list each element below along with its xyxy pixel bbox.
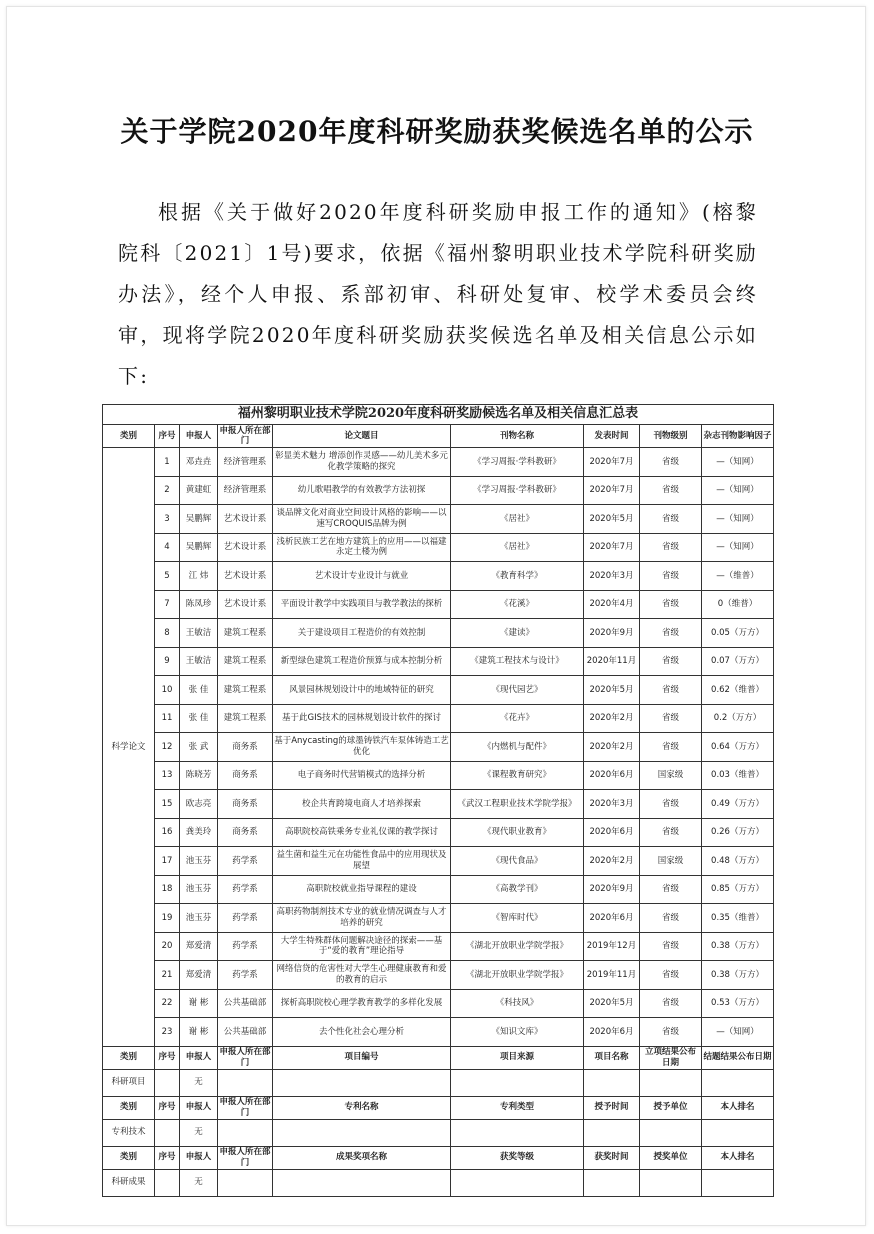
- document-title: 关于学院2020年度科研奖励获奖候选名单的公示: [120, 115, 754, 148]
- empty-cell: [702, 1069, 774, 1096]
- applicant: 池玉芬: [180, 847, 218, 876]
- journal-level: 省级: [640, 1018, 702, 1047]
- journal-level: 省级: [640, 476, 702, 505]
- empty-cell: [584, 1119, 640, 1146]
- publish-date: 2020年2月: [584, 733, 640, 762]
- applicant: 陈凤珍: [180, 590, 218, 619]
- journal-level: 省级: [640, 989, 702, 1018]
- applicant: 张 武: [180, 733, 218, 762]
- column-header: 结题结果公布日期: [702, 1046, 774, 1069]
- column-header: 序号: [155, 1096, 180, 1119]
- department: 艺术设计系: [218, 533, 273, 562]
- applicant: 黄建虹: [180, 476, 218, 505]
- serial-number: 2: [155, 476, 180, 505]
- paper-title: 谈品牌文化对商业空间设计风格的影响——以速写CROQUIS品牌为例: [273, 505, 451, 534]
- department: 药学系: [218, 847, 273, 876]
- column-header: 申报人: [180, 1146, 218, 1169]
- impact-factor: —（知网）: [702, 1018, 774, 1047]
- department: 艺术设计系: [218, 562, 273, 591]
- journal-name: 《花溪》: [451, 590, 584, 619]
- journal-level: 省级: [640, 704, 702, 733]
- publish-date: 2020年9月: [584, 875, 640, 904]
- table-row: [103, 590, 774, 619]
- table-row: [103, 448, 774, 477]
- empty-cell: [451, 1119, 584, 1146]
- serial-number: 23: [155, 1018, 180, 1047]
- achievements-row: [103, 1169, 774, 1196]
- column-header: 类别: [103, 1046, 155, 1069]
- column-header: 授奖单位: [640, 1146, 702, 1169]
- journal-name: 《现代食品》: [451, 847, 584, 876]
- empty-cell: [640, 1119, 702, 1146]
- column-header: 刊物名称: [451, 425, 584, 448]
- department: 药学系: [218, 875, 273, 904]
- table-row: [103, 961, 774, 990]
- journal-level: 省级: [640, 818, 702, 847]
- impact-factor: 0.62（维普）: [702, 676, 774, 705]
- serial-number: 1: [155, 448, 180, 477]
- department: 经济管理系: [218, 448, 273, 477]
- journal-level: 省级: [640, 961, 702, 990]
- journal-name: 《湖北开放职业学院学报》: [451, 932, 584, 961]
- paper-title: 风景园林规划设计中的地域特征的研究: [273, 676, 451, 705]
- projects-header-row: [103, 1046, 774, 1069]
- applicant: 谢 彬: [180, 989, 218, 1018]
- table-row: [103, 1018, 774, 1047]
- column-header: 本人排名: [702, 1146, 774, 1169]
- publish-date: 2020年4月: [584, 590, 640, 619]
- applicant: 王敏洁: [180, 619, 218, 648]
- table-row: [103, 847, 774, 876]
- empty-cell: [584, 1069, 640, 1096]
- column-header: 项目编号: [273, 1046, 451, 1069]
- journal-level: 省级: [640, 505, 702, 534]
- journal-name: 《湖北开放职业学院学报》: [451, 961, 584, 990]
- column-header: 成果奖项名称: [273, 1146, 451, 1169]
- department: 建筑工程系: [218, 704, 273, 733]
- serial-number: 13: [155, 761, 180, 790]
- paper-title: 新型绿色建筑工程造价预算与成本控制分析: [273, 647, 451, 676]
- impact-factor: —（知网）: [702, 476, 774, 505]
- serial-number: 22: [155, 989, 180, 1018]
- publish-date: 2020年5月: [584, 989, 640, 1018]
- paper-title: 平面设计教学中实践项目与教学教法的探析: [273, 590, 451, 619]
- journal-name: 《居社》: [451, 533, 584, 562]
- applicant: 陈晓芳: [180, 761, 218, 790]
- table-row: [103, 676, 774, 705]
- journal-level: 省级: [640, 590, 702, 619]
- journal-level: 国家级: [640, 761, 702, 790]
- journal-level: 省级: [640, 904, 702, 933]
- table-row: [103, 619, 774, 648]
- table-row: [103, 818, 774, 847]
- journal-name: 《科技风》: [451, 989, 584, 1018]
- impact-factor: 0（维普）: [702, 590, 774, 619]
- column-header: 项目名称: [584, 1046, 640, 1069]
- paper-title: 电子商务时代营销模式的选择分析: [273, 761, 451, 790]
- serial-number: 16: [155, 818, 180, 847]
- empty-cell: [584, 1169, 640, 1196]
- empty-cell: [218, 1169, 273, 1196]
- applicant: 无: [180, 1169, 218, 1196]
- journal-level: 省级: [640, 875, 702, 904]
- table-row: [103, 704, 774, 733]
- publish-date: 2020年5月: [584, 676, 640, 705]
- journal-name: 《建筑工程技术与设计》: [451, 647, 584, 676]
- paper-title: 基于此GIS技术的园林规划设计软件的探讨: [273, 704, 451, 733]
- journal-name: 《内燃机与配件》: [451, 733, 584, 762]
- journal-name: 《现代职业教育》: [451, 818, 584, 847]
- department: 建筑工程系: [218, 619, 273, 648]
- projects-row: [103, 1069, 774, 1096]
- applicant: 张 佳: [180, 676, 218, 705]
- department: 药学系: [218, 932, 273, 961]
- applicant: 龚美玲: [180, 818, 218, 847]
- publish-date: 2020年6月: [584, 1018, 640, 1047]
- serial-number: 8: [155, 619, 180, 648]
- journal-level: 省级: [640, 619, 702, 648]
- serial-number: 9: [155, 647, 180, 676]
- applicant: 无: [180, 1069, 218, 1096]
- publish-date: 2020年6月: [584, 818, 640, 847]
- column-header: 获奖等级: [451, 1146, 584, 1169]
- applicant: 谢 彬: [180, 1018, 218, 1047]
- serial-number: 18: [155, 875, 180, 904]
- column-header: 类别: [103, 425, 155, 448]
- table-row: [103, 505, 774, 534]
- empty-cell: [702, 1119, 774, 1146]
- publish-date: 2020年3月: [584, 790, 640, 819]
- column-header: 序号: [155, 1146, 180, 1169]
- journal-level: 省级: [640, 932, 702, 961]
- journal-name: 《高教学刊》: [451, 875, 584, 904]
- applicant: 张 佳: [180, 704, 218, 733]
- column-header: 序号: [155, 1046, 180, 1069]
- impact-factor: —（维普）: [702, 562, 774, 591]
- column-header: 发表时间: [584, 425, 640, 448]
- empty-cell: [218, 1119, 273, 1146]
- impact-factor: —（知网）: [702, 533, 774, 562]
- paper-title: 益生菌和益生元在功能性食品中的应用现状及展望: [273, 847, 451, 876]
- department: 药学系: [218, 961, 273, 990]
- department: 艺术设计系: [218, 505, 273, 534]
- applicant: 邓垚垚: [180, 448, 218, 477]
- publish-date: 2020年3月: [584, 562, 640, 591]
- table-row: [103, 932, 774, 961]
- column-header: 杂志刊物影响因子: [702, 425, 774, 448]
- journal-name: 《现代园艺》: [451, 676, 584, 705]
- serial-number: 15: [155, 790, 180, 819]
- publish-date: 2020年2月: [584, 704, 640, 733]
- paper-title: 高职院校高铁乘务专业礼仪课的教学探讨: [273, 818, 451, 847]
- impact-factor: 0.2（万方）: [702, 704, 774, 733]
- column-header: 项目来源: [451, 1046, 584, 1069]
- column-header: 申报人: [180, 425, 218, 448]
- table-row: [103, 647, 774, 676]
- paper-title: 彰显美术魅力 增添创作灵感——幼儿美术多元化教学策略的探究: [273, 448, 451, 477]
- journal-name: 《花卉》: [451, 704, 584, 733]
- department: 建筑工程系: [218, 647, 273, 676]
- impact-factor: 0.38（万方）: [702, 932, 774, 961]
- paper-title: 去个性化社会心理分析: [273, 1018, 451, 1047]
- serial-number: 7: [155, 590, 180, 619]
- department: 商务系: [218, 818, 273, 847]
- journal-name: 《学习周报·学科教研》: [451, 448, 584, 477]
- applicant: 郑爱清: [180, 932, 218, 961]
- impact-factor: 0.53（万方）: [702, 989, 774, 1018]
- paper-title: 校企共育跨境电商人才培养探索: [273, 790, 451, 819]
- department: 经济管理系: [218, 476, 273, 505]
- publish-date: 2019年12月: [584, 932, 640, 961]
- serial-number: 12: [155, 733, 180, 762]
- impact-factor: —（知网）: [702, 505, 774, 534]
- serial-number: [155, 1169, 180, 1196]
- department: 公共基础部: [218, 1018, 273, 1047]
- applicant: 王敏洁: [180, 647, 218, 676]
- empty-cell: [451, 1169, 584, 1196]
- department: 建筑工程系: [218, 676, 273, 705]
- empty-cell: [273, 1119, 451, 1146]
- serial-number: [155, 1069, 180, 1096]
- department: 艺术设计系: [218, 590, 273, 619]
- impact-factor: 0.05（万方）: [702, 619, 774, 648]
- patents-row: [103, 1119, 774, 1146]
- table-row: [103, 875, 774, 904]
- applicant: 吴鹏辉: [180, 533, 218, 562]
- column-header: 申报人所在部门: [219, 1147, 271, 1168]
- intro-paragraph: 根据《关于做好2020年度科研奖励申报工作的通知》(榕黎院科〔2021〕1号)要求，依据《福州黎明职业技术学院科研奖励办法》，经个人申报、系部初审、科研处复审、校学术委员会终审，现将学院2020年度科研奖励获奖候选名单及相关信息公示如下:: [118, 200, 758, 388]
- publish-date: 2020年9月: [584, 619, 640, 648]
- column-header: 类别: [103, 1096, 155, 1119]
- empty-cell: [640, 1069, 702, 1096]
- column-header: 申报人所在部门: [219, 1047, 271, 1068]
- publish-date: 2020年5月: [584, 505, 640, 534]
- paper-title: 探析高职院校心理学教育教学的多样化发展: [273, 989, 451, 1018]
- publish-date: 2020年2月: [584, 847, 640, 876]
- summary-table: [102, 404, 774, 1197]
- department: 公共基础部: [218, 989, 273, 1018]
- publish-date: 2020年7月: [584, 476, 640, 505]
- impact-factor: 0.49（万方）: [702, 790, 774, 819]
- journal-level: 省级: [640, 533, 702, 562]
- journal-name: 《学习周报·学科教研》: [451, 476, 584, 505]
- paper-title: 网络信贷的危害性对大学生心理健康教育和爱的教育的启示: [273, 961, 451, 990]
- category-cell: 科研项目: [103, 1069, 155, 1096]
- journal-name: 《知识文库》: [451, 1018, 584, 1047]
- impact-factor: 0.35（维普）: [702, 904, 774, 933]
- paper-title: 高职院校就业指导课程的建设: [273, 875, 451, 904]
- journal-name: 《建读》: [451, 619, 584, 648]
- impact-factor: 0.64（万方）: [702, 733, 774, 762]
- journal-name: 《居社》: [451, 505, 584, 534]
- publish-date: 2019年11月: [584, 961, 640, 990]
- serial-number: 4: [155, 533, 180, 562]
- applicant: 吴鹏辉: [180, 505, 218, 534]
- serial-number: 20: [155, 932, 180, 961]
- impact-factor: 0.48（万方）: [702, 847, 774, 876]
- applicant: 无: [180, 1119, 218, 1146]
- column-header: 专利类型: [451, 1096, 584, 1119]
- column-header: 申报人所在部门: [219, 425, 271, 446]
- publish-date: 2020年6月: [584, 904, 640, 933]
- applicant: 欧志亮: [180, 790, 218, 819]
- journal-level: 省级: [640, 733, 702, 762]
- column-header: 刊物级别: [640, 425, 702, 448]
- patents-header-row: [103, 1096, 774, 1119]
- applicant: 江 炜: [180, 562, 218, 591]
- table-row: [103, 562, 774, 591]
- journal-name: 《智库时代》: [451, 904, 584, 933]
- serial-number: 5: [155, 562, 180, 591]
- serial-number: 3: [155, 505, 180, 534]
- empty-cell: [640, 1169, 702, 1196]
- table-row: [103, 790, 774, 819]
- column-header: 立项结果公布日期: [640, 1046, 702, 1069]
- column-header: 序号: [155, 425, 180, 448]
- journal-level: 省级: [640, 448, 702, 477]
- column-header: 类别: [103, 1146, 155, 1169]
- journal-level: 省级: [640, 647, 702, 676]
- column-header: 申报人: [180, 1096, 218, 1119]
- journal-level: 国家级: [640, 847, 702, 876]
- paper-title: 大学生特殊群体问题解决途径的探索——基于“爱的教育”理论指导: [273, 932, 451, 961]
- applicant: 池玉芬: [180, 875, 218, 904]
- column-header: 申报人: [180, 1046, 218, 1069]
- table-row: [103, 733, 774, 762]
- journal-level: 省级: [640, 790, 702, 819]
- empty-cell: [273, 1169, 451, 1196]
- paper-title: 基于Anycasting的球墨铸铁汽车泵体铸造工艺优化: [273, 733, 451, 762]
- category-cell: 专利技术: [103, 1119, 155, 1146]
- serial-number: 17: [155, 847, 180, 876]
- department: 商务系: [218, 761, 273, 790]
- publish-date: 2020年11月: [584, 647, 640, 676]
- category-cell: 科研成果: [103, 1169, 155, 1196]
- impact-factor: 0.07（万方）: [702, 647, 774, 676]
- achievements-header-row: [103, 1146, 774, 1169]
- empty-cell: [451, 1069, 584, 1096]
- column-header: 论文题目: [273, 425, 451, 448]
- impact-factor: 0.85（万方）: [702, 875, 774, 904]
- paper-title: 浅析民族工艺在地方建筑上的应用——以福建永定土楼为例: [273, 533, 451, 562]
- paper-title: 艺术设计专业设计与就业: [273, 562, 451, 591]
- empty-cell: [218, 1069, 273, 1096]
- publish-date: 2020年7月: [584, 533, 640, 562]
- impact-factor: 0.26（万方）: [702, 818, 774, 847]
- journal-name: 《课程教育研究》: [451, 761, 584, 790]
- table-title: 福州黎明职业技术学院2020年度科研奖励候选名单及相关信息汇总表: [103, 405, 774, 425]
- paper-title: 幼儿歌唱教学的有效教学方法初探: [273, 476, 451, 505]
- papers-header-row: [103, 425, 774, 448]
- publish-date: 2020年7月: [584, 448, 640, 477]
- empty-cell: [273, 1069, 451, 1096]
- paper-title: 关于建设项目工程造价的有效控制: [273, 619, 451, 648]
- applicant: 郑爱清: [180, 961, 218, 990]
- table-row: [103, 989, 774, 1018]
- impact-factor: 0.03（维普）: [702, 761, 774, 790]
- journal-name: 《教育科学》: [451, 562, 584, 591]
- journal-level: 省级: [640, 562, 702, 591]
- column-header: 授予时间: [584, 1096, 640, 1119]
- column-header: 授予单位: [640, 1096, 702, 1119]
- department: 商务系: [218, 790, 273, 819]
- column-header: 本人排名: [702, 1096, 774, 1119]
- impact-factor: 0.38（万方）: [702, 961, 774, 990]
- paper-title: 高职药物制剂技术专业的就业情况调查与人才培养的研究: [273, 904, 451, 933]
- table-row: [103, 904, 774, 933]
- department: 药学系: [218, 904, 273, 933]
- department: 商务系: [218, 733, 273, 762]
- publish-date: 2020年6月: [584, 761, 640, 790]
- column-header: 专利名称: [273, 1096, 451, 1119]
- applicant: 池玉芬: [180, 904, 218, 933]
- table-row: [103, 761, 774, 790]
- serial-number: 10: [155, 676, 180, 705]
- serial-number: 21: [155, 961, 180, 990]
- category-cell: 科学论文: [103, 448, 155, 1047]
- table-row: [103, 533, 774, 562]
- column-header: 申报人所在部门: [219, 1097, 271, 1118]
- serial-number: [155, 1119, 180, 1146]
- journal-level: 省级: [640, 676, 702, 705]
- journal-name: 《武汉工程职业技术学院学报》: [451, 790, 584, 819]
- column-header: 获奖时间: [584, 1146, 640, 1169]
- impact-factor: —（知网）: [702, 448, 774, 477]
- serial-number: 11: [155, 704, 180, 733]
- table-row: [103, 476, 774, 505]
- serial-number: 19: [155, 904, 180, 933]
- empty-cell: [702, 1169, 774, 1196]
